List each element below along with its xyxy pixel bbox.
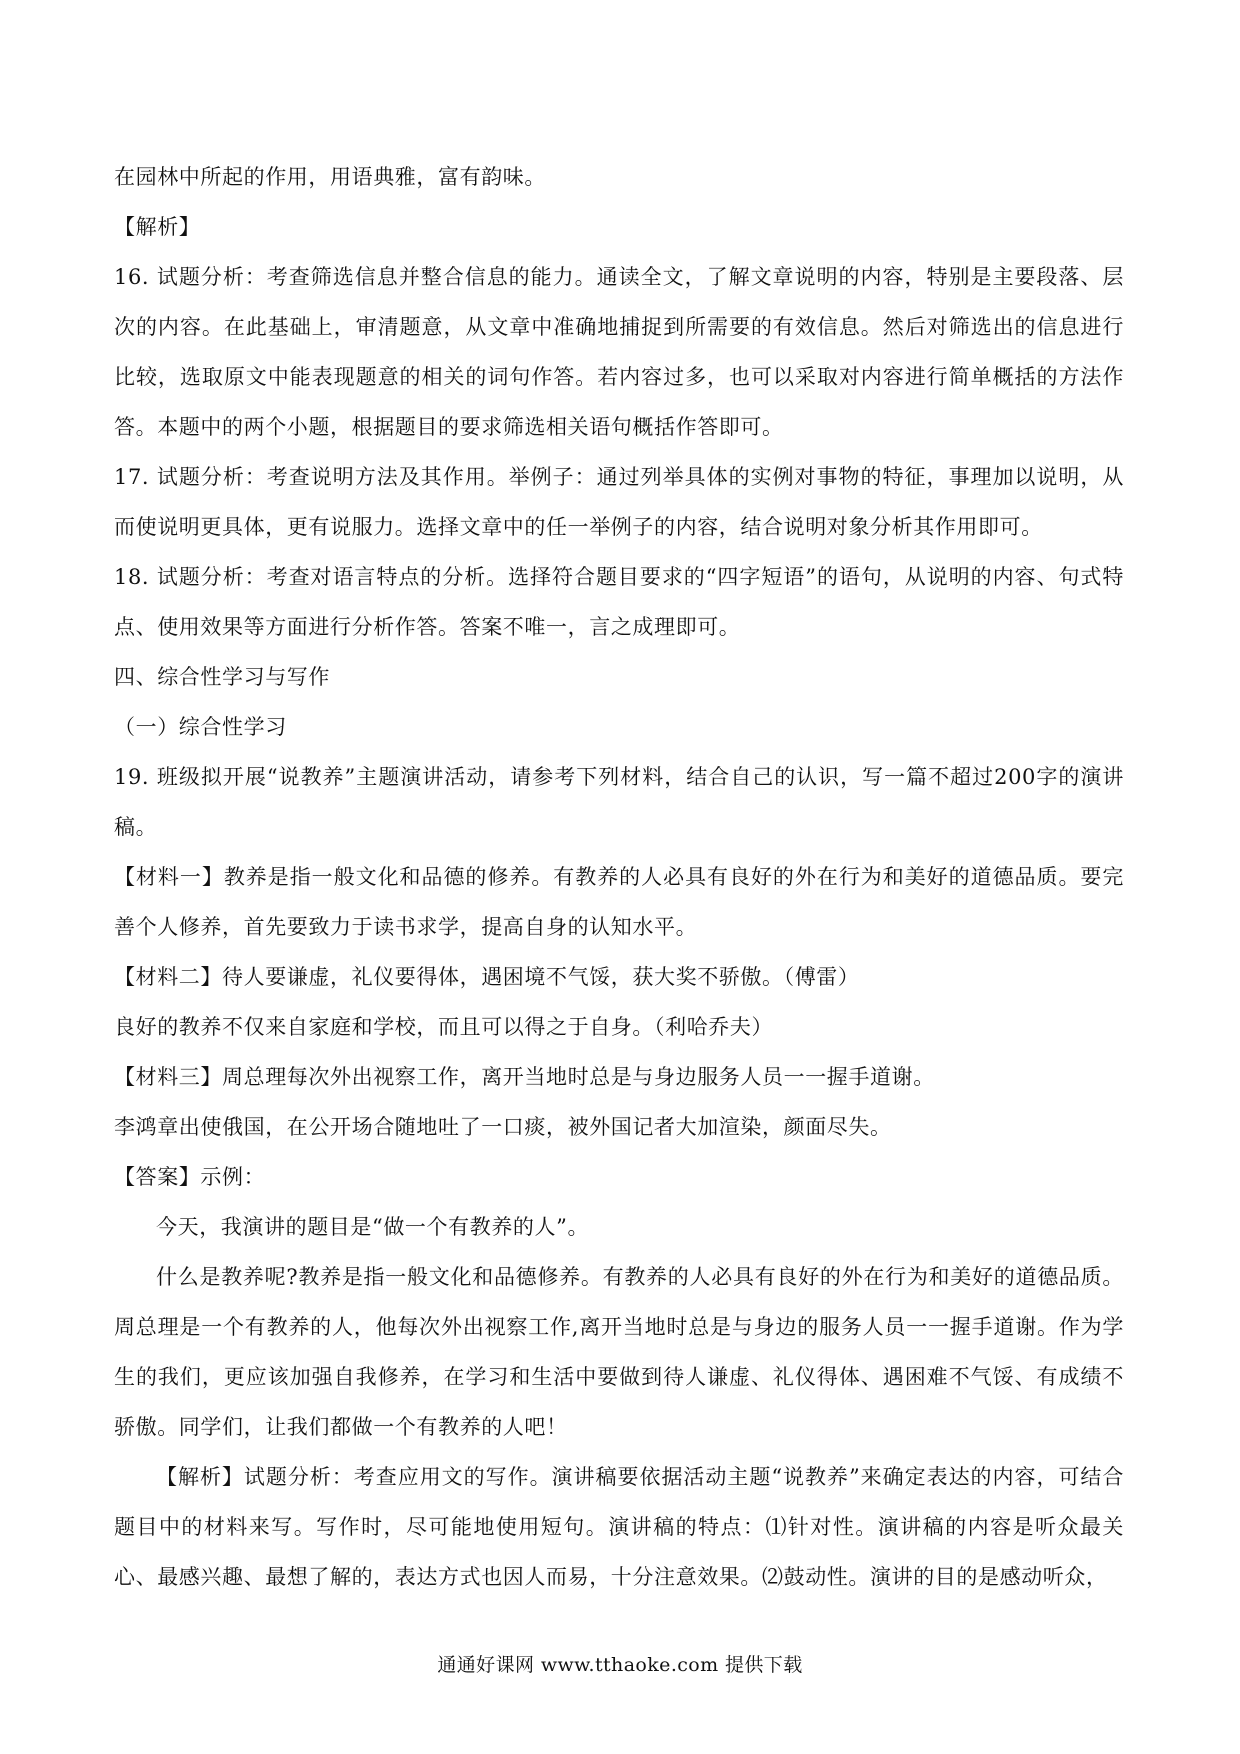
document-body: [114, 152, 1124, 1602]
answer-analysis: 【解析】试题分析：考查应用文的写作。演讲稿要依据活动主题“说教养”来确定表达的内容，可结合题目中的材料来写。写作时，尽可能地使用短句。演讲稿的特点：⑴针对性。演讲稿的内容是听众最关心、最感兴趣、最想了解的，表达方式也因人而易，十分注意效果。⑵鼓动性。演讲的目的是感动听众，: [114, 1465, 1124, 1589]
material-2-line-2: 良好的教养不仅来自家庭和学校，而且可以得之于自身。（利哈乔夫）: [114, 1015, 774, 1039]
analysis-17: 17. 试题分析：考查说明方法及其作用。举例子：通过列举具体的实例对事物的特征，事理加以说明，从而使说明更具体，更有说服力。选择文章中的任一举例子的内容，结合说明对象分析其作用即可。: [114, 465, 1124, 539]
subsection-heading-1: （一）综合性学习: [114, 715, 287, 739]
page-footer: 通通好课网 www.tthaoke.com 提供下载: [437, 1654, 803, 1676]
section-heading-4: 四、综合性学习与写作: [114, 665, 330, 689]
material-2-line-1: 【材料二】待人要谦虚，礼仪要得体，遇困境不气馁，获大奖不骄傲。（傅雷）: [114, 965, 860, 989]
answer-heading: 【答案】示例：: [114, 1165, 266, 1189]
analysis-16: 16. 试题分析：考查筛选信息并整合信息的能力。通读全文，了解文章说明的内容，特别是主要段落、层次的内容。在此基础上，审清题意，从文章中准确地捕捉到所需要的有效信息。然后对筛选出的信息进行比较，选取原文中能表现题意的相关的词句作答。若内容过多，也可以采取对内容进行简单概括的方法作答。本题中的两个小题，根据题目的要求筛选相关语句概括作答即可。: [114, 265, 1124, 439]
material-3-line-2: 李鸿章出使俄国，在公开场合随地吐了一口痰，被外国记者大加渲染，颜面尽失。: [114, 1115, 892, 1139]
analysis-heading: 【解析】: [114, 215, 201, 239]
analysis-18: 18. 试题分析：考查对语言特点的分析。选择符合题目要求的“四字短语”的语句，从说明的内容、句式特点、使用效果等方面进行分析作答。答案不唯一，言之成理即可。: [114, 565, 1124, 639]
material-1: 【材料一】教养是指一般文化和品德的修养。有教养的人必具有良好的外在行为和美好的道德品质。要完善个人修养，首先要致力于读书求学，提高自身的认知水平。: [114, 865, 1124, 939]
question-19: 19. 班级拟开展“说教养”主题演讲活动，请参考下列材料，结合自己的认识，写一篇不超过200字的演讲稿。: [114, 765, 1124, 839]
answer-paragraph-2: 什么是教养呢?教养是指一般文化和品德修养。有教养的人必具有良好的外在行为和美好的道德品质。周总理是一个有教养的人，他每次外出视察工作,离开当地时总是与身边的服务人员一一握手道谢。作为学生的我们，更应该加强自我修养，在学习和生活中要做到待人谦虚、礼仪得体、遇困难不气馁、有成绩不骄傲。同学们，让我们都做一个有教养的人吧！: [114, 1265, 1124, 1439]
material-3-line-1: 【材料三】周总理每次外出视察工作，离开当地时总是与身边服务人员一一握手道谢。: [114, 1065, 935, 1089]
answer-paragraph-1: 今天，我演讲的题目是“做一个有教养的人”。: [156, 1215, 590, 1239]
text-line-continuation: 在园林中所起的作用，用语典雅，富有韵味。: [114, 165, 546, 189]
